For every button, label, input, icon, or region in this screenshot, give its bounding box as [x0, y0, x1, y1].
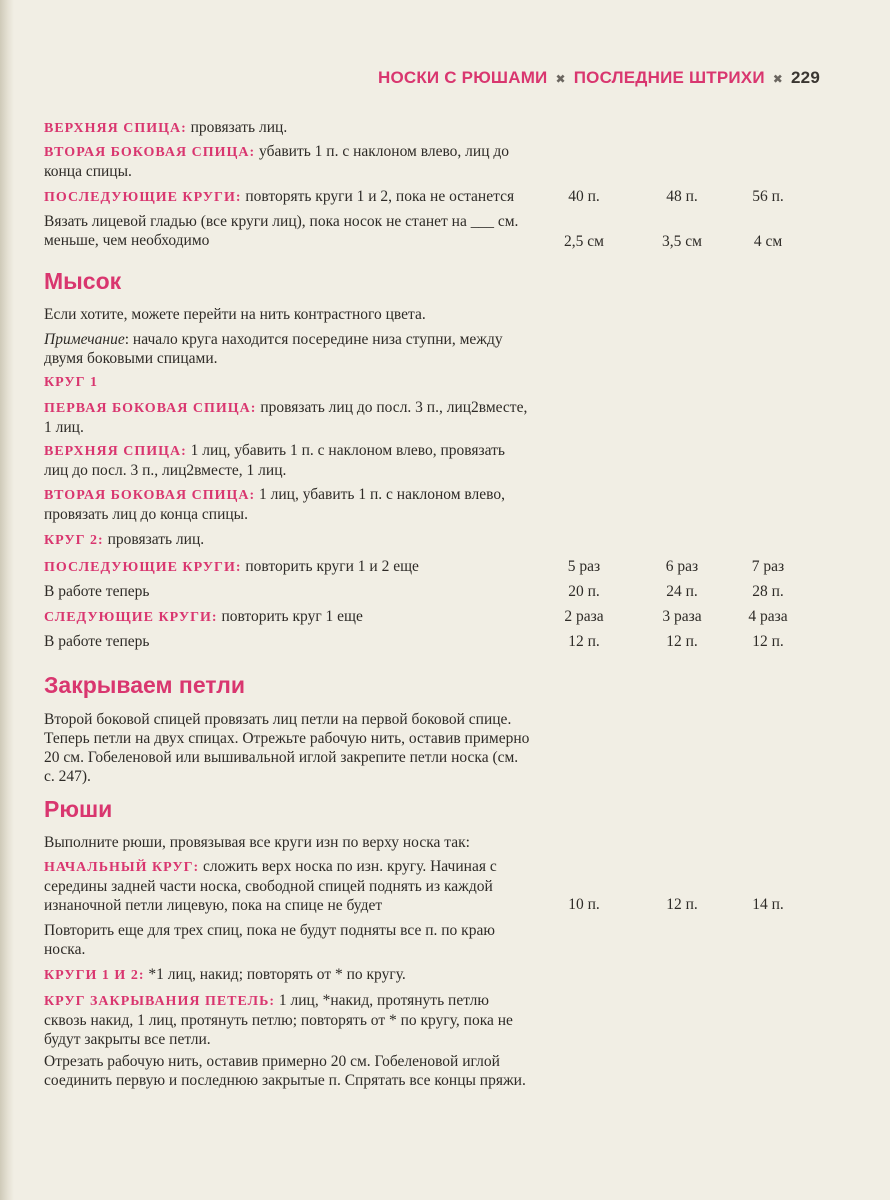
size-value-2: 3,5 см — [662, 233, 702, 250]
size-value-3: 56 п. — [752, 188, 784, 205]
round-2 — [44, 530, 804, 550]
label: КРУГ 1 — [44, 375, 99, 390]
stitch-count — [44, 632, 804, 651]
text: 1 лиц, убавить 1 п. с наклоном влево, провязать лиц до конца спицы. — [44, 486, 505, 523]
size-value-3: 7 раз — [751, 558, 785, 575]
label: ВТОРАЯ БОКОВАЯ СПИЦА: — [44, 145, 256, 160]
label: КРУГ 2: — [44, 533, 104, 548]
size-value-3: 14 п. — [752, 896, 784, 913]
text: сложить верх носка по изн. кругу. Начиная с середины задней части носка, свободной спицей поднять из каждой изнаночной петли лицевую, пока на спице не будет — [44, 858, 497, 914]
instruction-following-rounds — [44, 557, 804, 577]
text: повторять круги 1 и 2, пока не останется — [241, 188, 515, 205]
label: СЛЕДУЮЩИЕ КРУГИ: — [44, 610, 218, 625]
label: ПЕРВАЯ БОКОВАЯ СПИЦА: — [44, 401, 257, 416]
note-text: : начало круга находится посередине низа ступни, между двумя боковыми спицами. — [44, 331, 503, 367]
round-1-heading — [44, 372, 804, 392]
text: Второй боковой спицей провязать лиц петли на первой боковой спице. Теперь петли на двух спицах. Отрежьте рабочую нить, оставив примерно 20 см. Гобеленовой или вышивальной иглой закрепите петли носка (см. с. 247). — [44, 711, 530, 785]
label: ВЕРХНЯЯ СПИЦА: — [44, 121, 187, 136]
instruction-start-round — [44, 857, 804, 915]
size-value-3: 4 см — [753, 233, 783, 250]
text: 1 лиц, *накид, протянуть петлю сквозь накид, 1 лиц, протянуть петлю; повторять от * по кругу, пока не будут закрыты все петли. — [44, 992, 513, 1048]
label: НАЧАЛЬНЫЙ КРУГ: — [44, 860, 200, 875]
instruction-rounds-1-2 — [44, 965, 804, 985]
text: Если хотите, можете перейти на нить контрастного цвета. — [44, 306, 426, 323]
label: КРУГИ 1 И 2: — [44, 968, 145, 983]
header-separator-2: ✖ — [772, 72, 784, 86]
text: убавить 1 п. с наклоном влево, лиц до конца спицы. — [44, 143, 509, 180]
size-value-3: 28 п. — [752, 583, 784, 600]
instruction-next-rounds — [44, 607, 804, 627]
header-title-1: НОСКИ С РЮШАМИ — [377, 68, 548, 87]
instruction-following-rounds — [44, 187, 804, 207]
text: Отрезать рабочую нить, оставив примерно 20 см. Гобеленовой иглой соединить первую и последнюю закрытые п. Спрятать все концы пряжи. — [44, 1053, 526, 1089]
instruction-top-needle — [44, 441, 804, 480]
paragraph — [44, 1052, 804, 1090]
label: ПОСЛЕДУЮЩИЕ КРУГИ: — [44, 560, 242, 575]
page-number: 229 — [791, 68, 820, 87]
label: КРУГ ЗАКРЫВАНИЯ ПЕТЕЛЬ: — [44, 994, 276, 1009]
section-heading-ruffles: Рюши — [44, 796, 113, 822]
label: ВТОРАЯ БОКОВАЯ СПИЦА: — [44, 488, 256, 503]
text: провязать лиц до посл. 3 п., лиц2вместе, 1 лиц. — [44, 399, 528, 436]
text: повторить круг 1 еще — [217, 608, 363, 625]
size-value-2: 6 раз — [665, 558, 699, 575]
instruction-stockinette — [44, 212, 804, 250]
instruction-top-needle — [44, 118, 804, 138]
text: Повторить еще для трех спиц, пока не будут подняты все п. по краю носка. — [44, 922, 495, 958]
paragraph — [44, 305, 804, 324]
label: ВЕРХНЯЯ СПИЦА: — [44, 444, 187, 459]
header-separator-1: ✖ — [555, 72, 566, 86]
instruction-first-side-needle — [44, 398, 804, 437]
page-spine — [0, 0, 14, 1200]
size-value-1: 2 раза — [564, 608, 604, 625]
note — [44, 330, 804, 368]
section-heading-toe: Мысок — [44, 268, 122, 294]
text: *1 лиц, накид; повторять от * по кругу. — [144, 966, 406, 983]
size-value-1: 20 п. — [568, 583, 600, 600]
size-value-2: 3 раза — [662, 608, 702, 625]
size-value-2: 12 п. — [666, 633, 698, 650]
instruction-bind-off-round — [44, 991, 804, 1049]
size-value-1: 10 п. — [568, 896, 600, 913]
size-value-1: 40 п. — [568, 188, 600, 205]
text: В работе теперь — [44, 583, 150, 600]
text: 1 лиц, убавить 1 п. с наклоном влево, провязать лиц до посл. 3 п., лиц2вместе, 1 лиц. — [44, 442, 505, 479]
note-label: Примечание — [44, 331, 125, 348]
label: ПОСЛЕДУЮЩИЕ КРУГИ: — [44, 190, 242, 205]
size-value-2: 24 п. — [666, 583, 698, 600]
paragraph — [44, 921, 804, 959]
stitch-count — [44, 582, 804, 601]
paragraph — [44, 833, 804, 852]
instruction-second-side-needle — [44, 142, 804, 181]
size-value-3: 12 п. — [752, 633, 784, 650]
text: Вязать лицевой гладью (все круги лиц), пока носок не станет на ___ см. меньше, чем необходимо — [44, 213, 519, 249]
size-value-1: 5 раз — [567, 558, 601, 575]
running-header — [378, 68, 820, 88]
text: Выполните рюши, провязывая все круги изн по верху носка так: — [44, 834, 470, 851]
instruction-second-side-needle — [44, 485, 804, 524]
size-value-3: 4 раза — [748, 608, 788, 625]
size-value-1: 2,5 см — [564, 233, 604, 250]
size-value-1: 12 п. — [568, 633, 600, 650]
text: провязать лиц. — [186, 119, 288, 136]
size-value-2: 48 п. — [666, 188, 698, 205]
text: В работе теперь — [44, 633, 150, 650]
text: повторить круги 1 и 2 еще — [241, 558, 419, 575]
paragraph — [44, 710, 804, 786]
section-heading-bind-off: Закрываем петли — [44, 672, 246, 698]
size-value-2: 12 п. — [666, 896, 698, 913]
text: провязать лиц. — [103, 531, 205, 548]
header-title-2: ПОСЛЕДНИЕ ШТРИХИ — [573, 68, 765, 87]
